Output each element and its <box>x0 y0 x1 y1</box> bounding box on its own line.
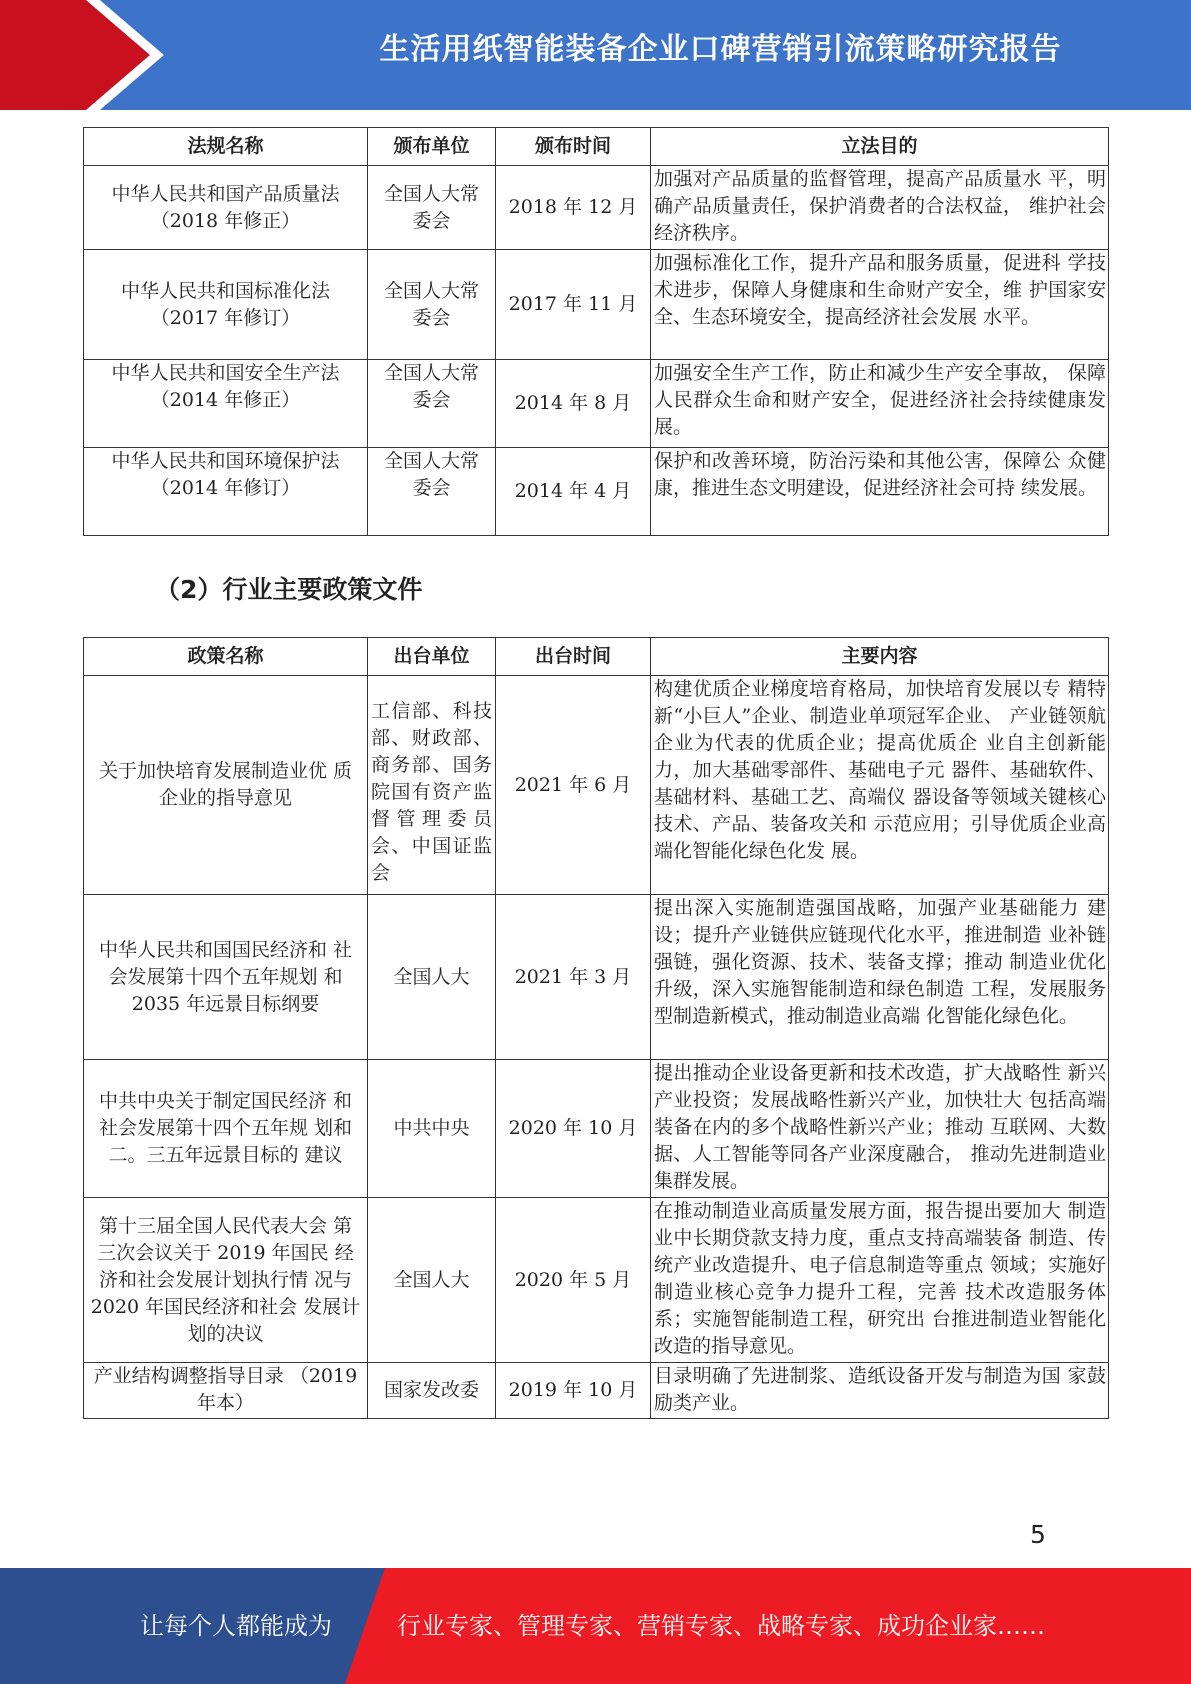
policy-name: 中华人民共和国国民经济和 社会发展第十四个五年规划 和 2035 年远景目标纲要 <box>84 895 368 1060</box>
legislative-purpose: 加强标准化工作，提升产品和服务质量，促进科 学技术进步，保障人身健康和生命财产安全，维 护国家安全、生态环境安全，提高经济社会发展 水平。 <box>651 250 1109 360</box>
legislative-purpose: 加强安全生产工作，防止和减少生产安全事故， 保障人民群众生命和财产安全，促进经济社会持续健康发展。 <box>651 360 1109 448</box>
table-row <box>84 1060 1109 1198</box>
policies-table <box>83 637 1109 1419</box>
policy-content: 提出深入实施制造强国战略，加强产业基础能力 建设；提升产业链供应链现代化水平，推进制造 业补链强链，强化资源、技术、装备支撑；推动 制造业优化升级，深入实施智能制造和绿色制造 工程，发展服务型制造新模式，推动制造业高端 化智能化绿色化。 <box>651 895 1109 1060</box>
policy-content: 构建优质企业梯度培育格局，加快培育发展以专 精特新“小巨人”企业、制造业单项冠军企业、 产业链领航企业为代表的优质企业；提高优质企 业自主创新能力，加大基础零部件、基础电子元 器件、基础软件、基础材料、基础工艺、高端仪 器设备等领域关键核心技术、产品、装备攻关和 示范应用；引导优质企业高端化智能化绿色化发 展。 <box>651 676 1109 895</box>
issue-date: 2020 年 10 月 <box>496 1060 651 1198</box>
table-row <box>84 360 1109 448</box>
footer-slogan-left: 让每个人都能成为 <box>140 1612 332 1640</box>
issue-date: 2019 年 10 月 <box>496 1363 651 1419</box>
issuing-unit: 国家发改委 <box>368 1363 496 1419</box>
column-header: 立法目的 <box>651 128 1109 166</box>
issuing-unit: 全国人大常 委会 <box>368 448 496 536</box>
legislative-purpose: 保护和改善环境，防治污染和其他公害，保障公 众健康，推进生态文明建设，促进经济社会可持 续发展。 <box>651 448 1109 536</box>
policy-name: 关于加快培育发展制造业优 质企业的指导意见 <box>84 676 368 895</box>
table-row <box>84 676 1109 895</box>
issue-date: 2014 年 8 月 <box>496 360 651 448</box>
column-header: 出台时间 <box>496 638 651 676</box>
legislative-purpose: 加强对产品质量的监督管理，提高产品质量水 平，明确产品质量责任，保护消费者的合法权益， 维护社会经济秩序。 <box>651 166 1109 250</box>
issue-date: 2018 年 12 月 <box>496 166 651 250</box>
law-name: 中华人民共和国环境保护法 （2014 年修订） <box>84 448 368 536</box>
column-header: 颁布单位 <box>368 128 496 166</box>
section-heading: （2）行业主要政策文件 <box>155 575 423 604</box>
page-footer <box>0 1568 1191 1684</box>
table-header-row <box>84 128 1109 166</box>
law-name: 中华人民共和国产品质量法 （2018 年修正） <box>84 166 368 250</box>
footer-slogan-right: 行业专家、管理专家、营销专家、战略专家、成功企业家…… <box>397 1612 1045 1640</box>
laws-table <box>83 127 1109 536</box>
issue-date: 2020 年 5 月 <box>496 1198 651 1363</box>
law-name: 中华人民共和国标准化法 （2017 年修订） <box>84 250 368 360</box>
column-header: 出台单位 <box>368 638 496 676</box>
column-header: 主要内容 <box>651 638 1109 676</box>
policy-name: 第十三届全国人民代表大会 第三次会议关于 2019 年国民 经济和社会发展计划执行情 况与 2020 年国民经济和社会 发展计划的决议 <box>84 1198 368 1363</box>
policy-content: 提出推动企业设备更新和技术改造，扩大战略性 新兴产业投资；发展战略性新兴产业，加快壮大 包括高端装备在内的多个战略性新兴产业；推动 互联网、大数据、人工智能等同各产业深度融合， 推动先进制造业集群发展。 <box>651 1060 1109 1198</box>
table-row <box>84 1198 1109 1363</box>
issuing-unit: 全国人大常 委会 <box>368 360 496 448</box>
table-row <box>84 1363 1109 1419</box>
issue-date: 2014 年 4 月 <box>496 448 651 536</box>
issuing-unit: 全国人大常 委会 <box>368 250 496 360</box>
table-row <box>84 250 1109 360</box>
law-name: 中华人民共和国安全生产法 （2014 年修正） <box>84 360 368 448</box>
issue-date: 2017 年 11 月 <box>496 250 651 360</box>
issuing-unit: 中共中央 <box>368 1060 496 1198</box>
table-row <box>84 895 1109 1060</box>
page-header <box>0 0 1191 110</box>
issuing-unit: 全国人大 <box>368 1198 496 1363</box>
policy-name: 中共中央关于制定国民经济 和社会发展第十四个五年规 划和二。三五年远景目标的 建议 <box>84 1060 368 1198</box>
issuing-unit: 全国人大常 委会 <box>368 166 496 250</box>
page-number: 5 <box>1030 1520 1046 1549</box>
report-title: 生活用纸智能装备企业口碑营销引流策略研究报告 <box>379 32 1062 67</box>
column-header: 政策名称 <box>84 638 368 676</box>
issuing-unit: 全国人大 <box>368 895 496 1060</box>
issue-date: 2021 年 6 月 <box>496 676 651 895</box>
table-row <box>84 448 1109 536</box>
policy-content: 在推动制造业高质量发展方面，报告提出要加大 制造业中长期贷款支持力度，重点支持高端装备 制造、传统产业改造提升、电子信息制造等重点 领域；实施好制造业核心竞争力提升工程，完善 技术改造服务体系；实施智能制造工程，研究出 台推进制造业智能化改造的指导意见。 <box>651 1198 1109 1363</box>
issue-date: 2021 年 3 月 <box>496 895 651 1060</box>
policy-name: 产业结构调整指导目录 （2019 年本） <box>84 1363 368 1419</box>
issuing-unit: 工信部、科技部、财政部、商务部、国务院国有资产监督管理委员会、中国证监会 <box>368 676 496 895</box>
table-row <box>84 166 1109 250</box>
policy-content: 目录明确了先进制浆、造纸设备开发与制造为国 家鼓励类产业。 <box>651 1363 1109 1419</box>
column-header: 法规名称 <box>84 128 368 166</box>
column-header: 颁布时间 <box>496 128 651 166</box>
table-header-row <box>84 638 1109 676</box>
